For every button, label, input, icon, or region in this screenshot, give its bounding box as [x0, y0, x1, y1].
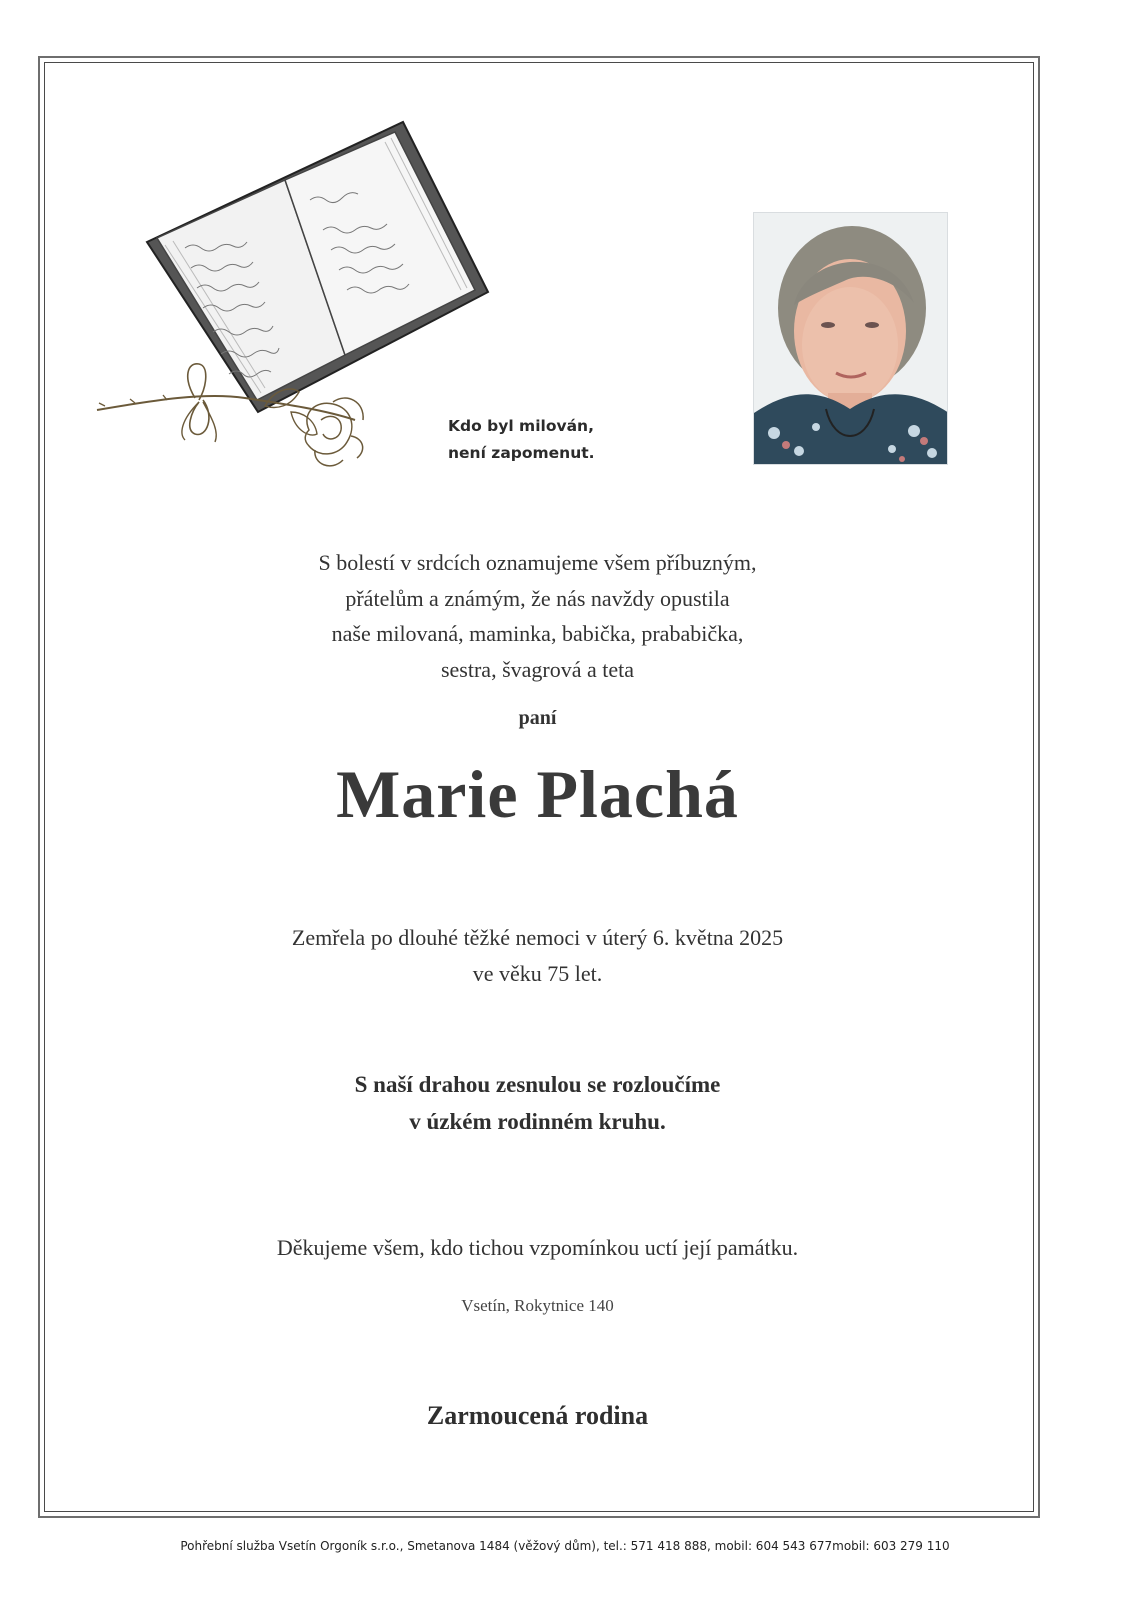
motto-line-2: není zapomenut.	[448, 444, 595, 462]
death-line-2: ve věku 75 let.	[472, 961, 603, 986]
farewell-line-1: S naší drahou zesnulou se rozloučíme	[354, 1072, 721, 1097]
portrait-photo	[753, 212, 948, 465]
announcement-line-1: S bolestí v srdcích oznamujeme všem příbuzným,	[318, 550, 757, 575]
open-book-with-rose-icon	[95, 120, 505, 480]
motto	[448, 413, 595, 467]
thanks-text: Děkujeme všem, kdo tichou vzpomínkou uctí její památku.	[276, 1235, 799, 1260]
signature-text: Zarmoucená rodina	[426, 1401, 649, 1430]
honorific: paní	[518, 707, 557, 729]
announcement-line-3: naše milovaná, maminka, babička, prababička,	[331, 621, 744, 646]
death-line-1: Zemřela po dlouhé těžké nemoci v úterý 6. května 2025	[291, 925, 784, 950]
farewell-notice	[0, 1066, 1075, 1140]
farewell-line-2: v úzkém rodinném kruhu.	[409, 1109, 666, 1134]
announcement	[0, 545, 1075, 687]
death-notice	[0, 920, 1075, 992]
announcement-line-4: sestra, švagrová a teta	[440, 656, 635, 682]
address-text: Vsetín, Rokytnice 140	[461, 1296, 614, 1315]
announcement-line-2: přátelům a známým, že nás navždy opustila	[345, 585, 730, 611]
footer-funeral-service: Pohřební služba Vsetín Orgoník s.r.o., Smetanova 1484 (věžový dům), tel.: 571 418 888, mobil: 604 543 677mobil: 603 279 110	[180, 1539, 950, 1553]
motto-line-1: Kdo byl milován,	[448, 417, 594, 435]
deceased-name: Marie Plachá	[336, 756, 739, 832]
